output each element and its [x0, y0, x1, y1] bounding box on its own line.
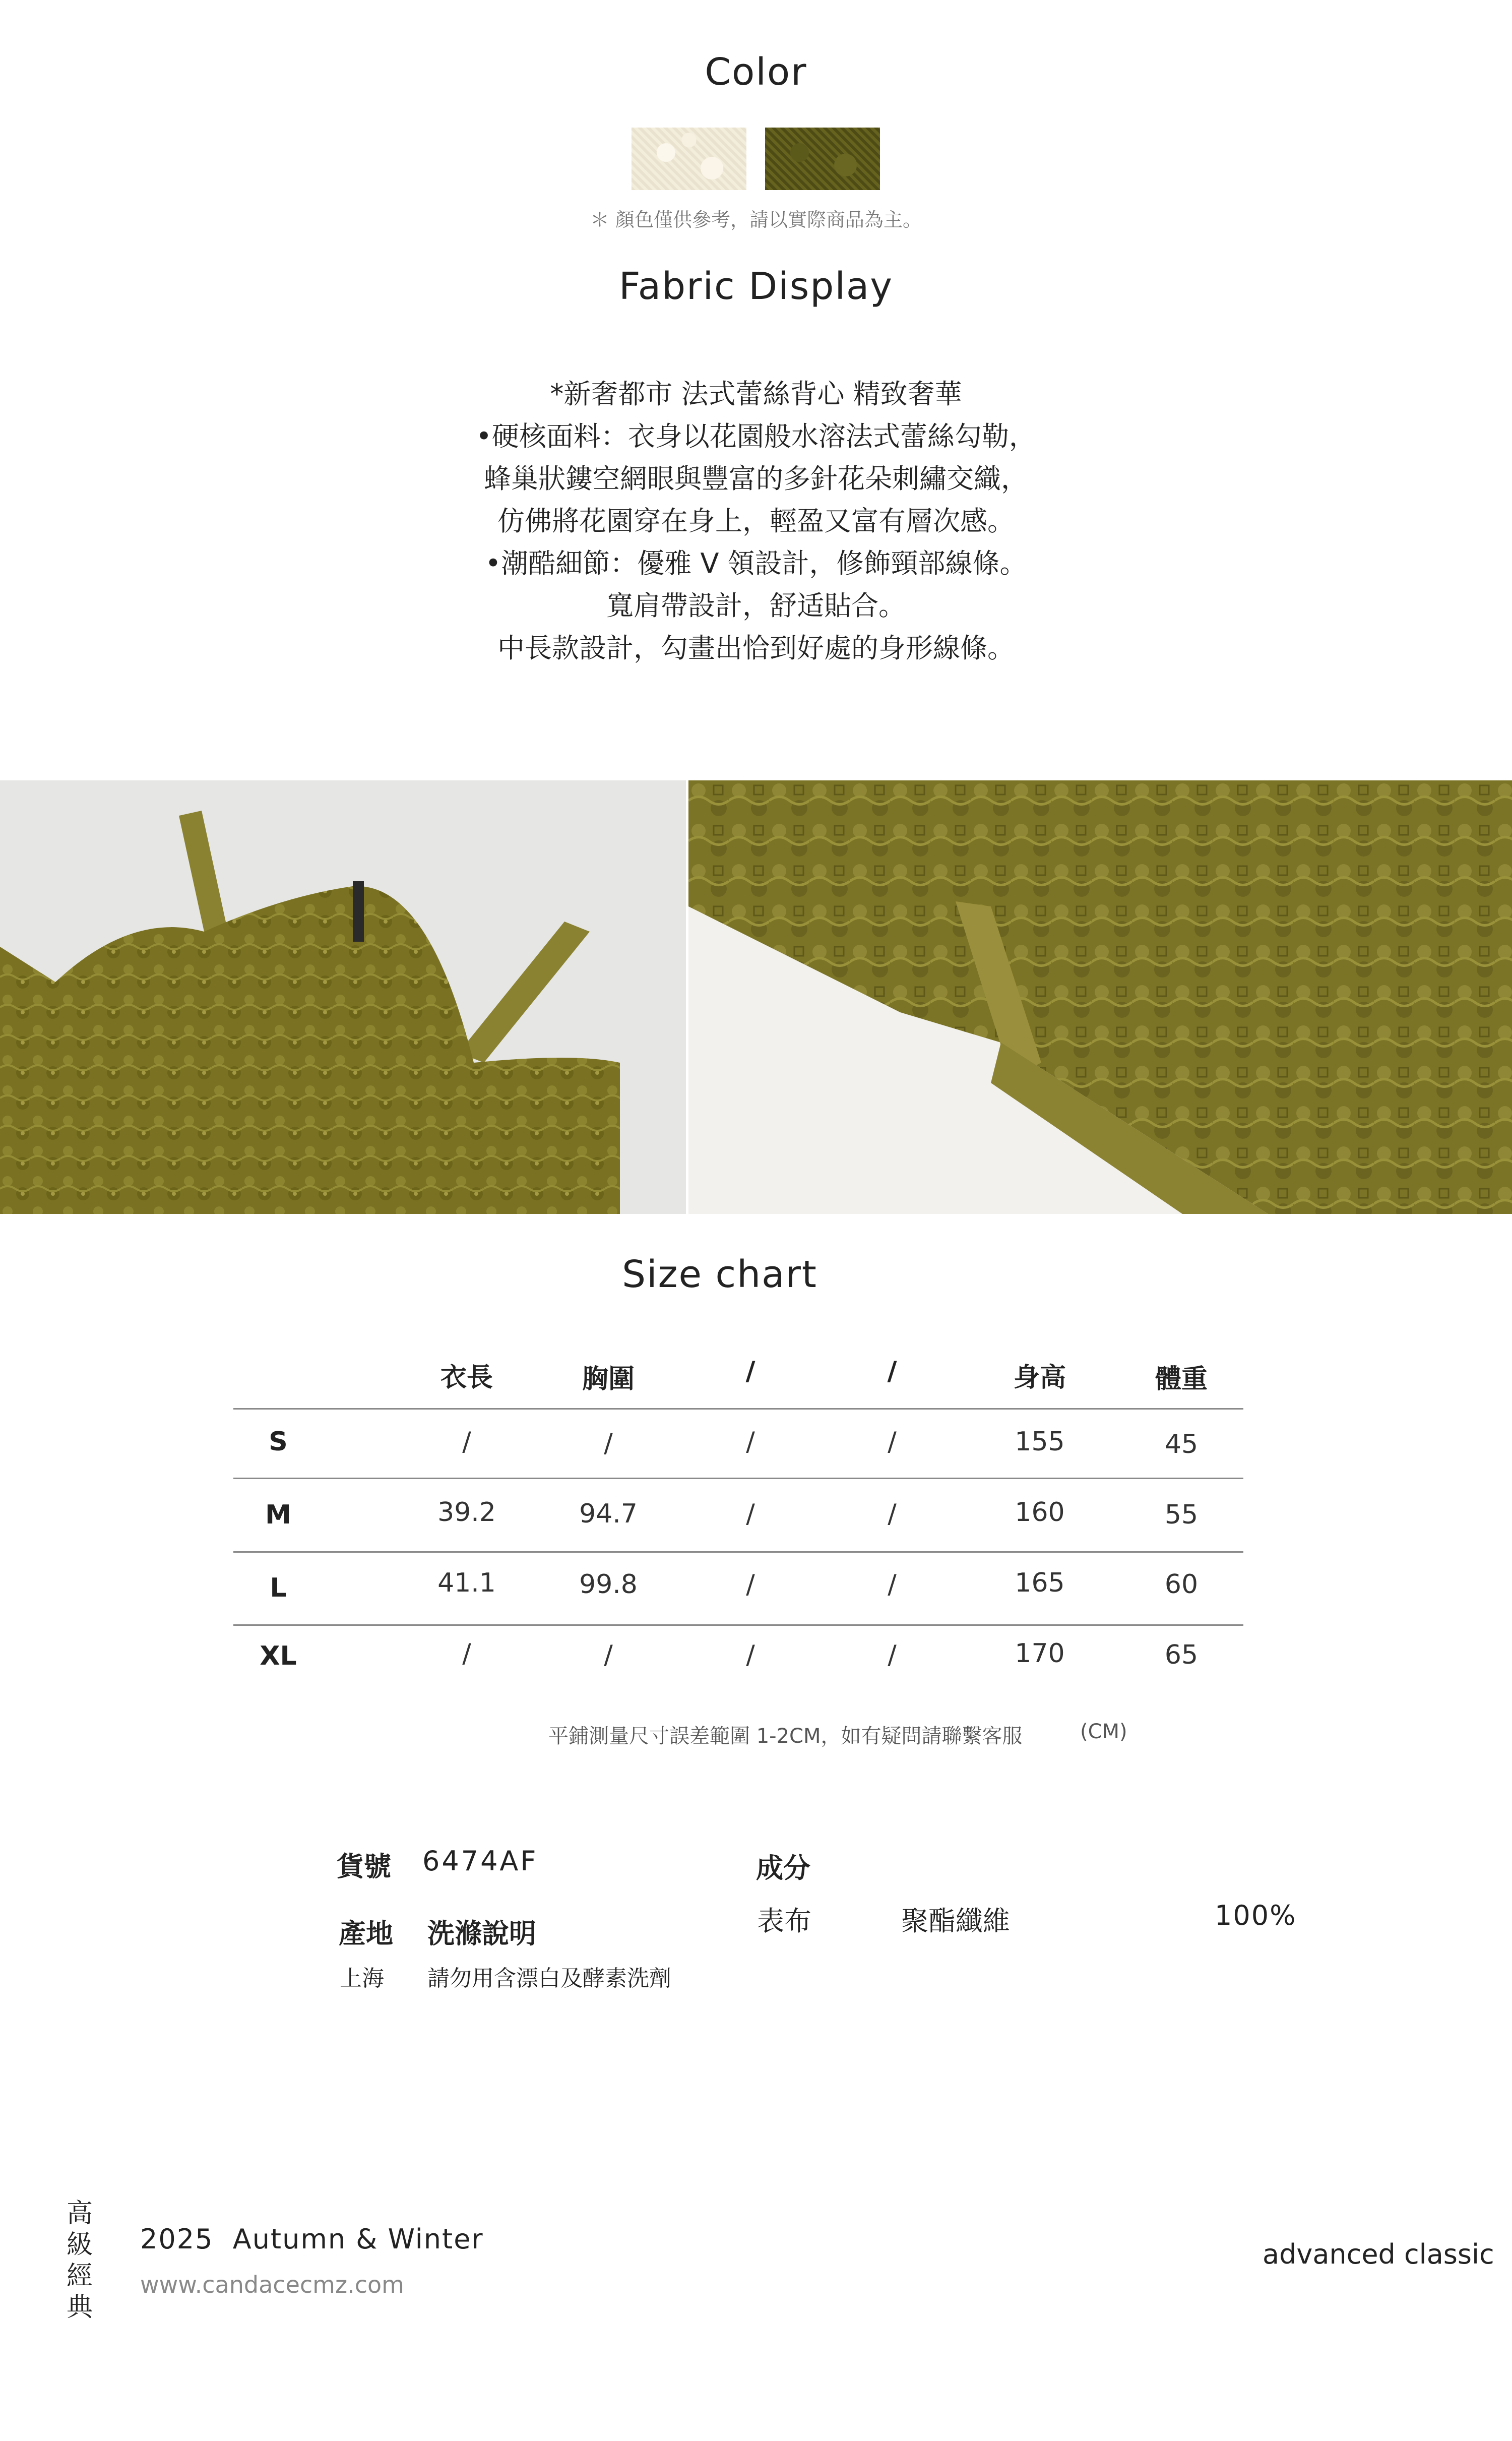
- header-blank-1: /: [745, 1356, 755, 1386]
- desc-line: 寬肩帶設計，舒适貼合。: [606, 590, 906, 622]
- slogan: advanced classic: [1263, 2238, 1494, 2270]
- cell: /: [888, 1427, 897, 1457]
- unit-label: (CM): [1080, 1720, 1127, 1743]
- cell: 155: [1015, 1427, 1065, 1457]
- desc-line: *新奢都市 法式蕾絲背心 精致奢華: [550, 378, 962, 410]
- cell: 55: [1164, 1500, 1199, 1530]
- cell: 165: [1015, 1568, 1065, 1598]
- header-height: 身高: [1013, 1363, 1066, 1393]
- cell: /: [746, 1569, 755, 1600]
- composition-percent: 100%: [1215, 1900, 1297, 1931]
- product-photo-detail: [688, 780, 1512, 1214]
- color-note: ＊ 顏色僅供參考，請以實際商品為主。: [590, 209, 922, 231]
- vertical-char: 典: [66, 2292, 93, 2323]
- cell: 160: [1015, 1497, 1065, 1528]
- desc-line: 仿佛將花園穿在身上，輕盈又富有層次感。: [497, 505, 1015, 537]
- vertical-char: 經: [66, 2261, 93, 2291]
- cell: /: [462, 1427, 471, 1457]
- vertical-char: 級: [66, 2230, 93, 2260]
- table-divider: [233, 1408, 1243, 1410]
- composition-part: 表布: [757, 1905, 811, 1937]
- vertical-char: 高: [66, 2199, 93, 2229]
- cell: /: [746, 1640, 755, 1670]
- desc-line: •硬核面料：衣身以花園般水溶法式蕾絲勾勒，: [476, 420, 1036, 452]
- size-label: S: [269, 1427, 288, 1457]
- cell: 39.2: [437, 1497, 496, 1528]
- header-length: 衣長: [440, 1363, 493, 1393]
- cell: /: [746, 1427, 755, 1457]
- desc-line: 中長款設計，勾畫出恰到好處的身形線條。: [497, 632, 1015, 664]
- cell: 170: [1015, 1638, 1065, 1669]
- cell: /: [888, 1640, 897, 1670]
- lace-detail-illustration: [688, 780, 1512, 1214]
- table-divider: [233, 1478, 1243, 1479]
- measurement-note: 平鋪測量尺寸誤差範圍 1-2CM，如有疑問請聯繫客服: [548, 1725, 1023, 1748]
- cell: /: [604, 1640, 613, 1670]
- header-chest: 胸圍: [582, 1364, 635, 1394]
- cell: /: [462, 1638, 471, 1669]
- cell: 41.1: [437, 1568, 496, 1598]
- size-chart-title: Size chart: [622, 1253, 817, 1296]
- season-label: 2025 Autumn & Winter: [140, 2223, 484, 2255]
- table-divider: [233, 1551, 1243, 1553]
- cell: /: [746, 1499, 755, 1529]
- table-divider: [233, 1624, 1243, 1626]
- header-blank-2: /: [887, 1356, 897, 1386]
- desc-line: 蜂巢狀鏤空網眼與豐富的多針花朵刺繡交織，: [484, 463, 1028, 495]
- cell: /: [604, 1428, 613, 1458]
- origin-label: 產地: [339, 1918, 393, 1949]
- cell: 94.7: [579, 1499, 638, 1529]
- product-photo-top: [0, 780, 686, 1214]
- header-weight: 體重: [1155, 1364, 1208, 1394]
- composition-material: 聚酯纖維: [901, 1905, 1010, 1937]
- size-label: M: [265, 1500, 291, 1530]
- cell: /: [888, 1569, 897, 1600]
- cell: 45: [1164, 1429, 1199, 1459]
- color-title: Color: [705, 50, 807, 94]
- composition-label: 成分: [756, 1852, 810, 1884]
- lace-top-illustration: [0, 780, 686, 1214]
- cell: 60: [1164, 1569, 1199, 1600]
- size-label: L: [270, 1573, 287, 1603]
- fabric-description: [0, 373, 1512, 669]
- origin-value: 上海: [340, 1966, 384, 1991]
- desc-line: •潮酷細節：優雅 V 領設計，修飾頸部線條。: [485, 547, 1027, 579]
- sku-label: 貨號: [337, 1851, 391, 1882]
- size-label: XL: [260, 1641, 297, 1671]
- fabric-title: Fabric Display: [618, 265, 894, 308]
- website-link[interactable]: www.candacecmz.com: [140, 2271, 404, 2298]
- care-value: 請勿用含漂白及酵素洗劑: [427, 1966, 671, 1991]
- sku-value: 6474AF: [422, 1845, 538, 1877]
- cell: 65: [1164, 1640, 1199, 1670]
- swatch-olive[interactable]: [765, 128, 880, 190]
- cell: /: [888, 1499, 897, 1529]
- swatch-cream[interactable]: [632, 128, 746, 190]
- cell: 99.8: [579, 1569, 638, 1600]
- care-label: 洗滌說明: [427, 1918, 536, 1949]
